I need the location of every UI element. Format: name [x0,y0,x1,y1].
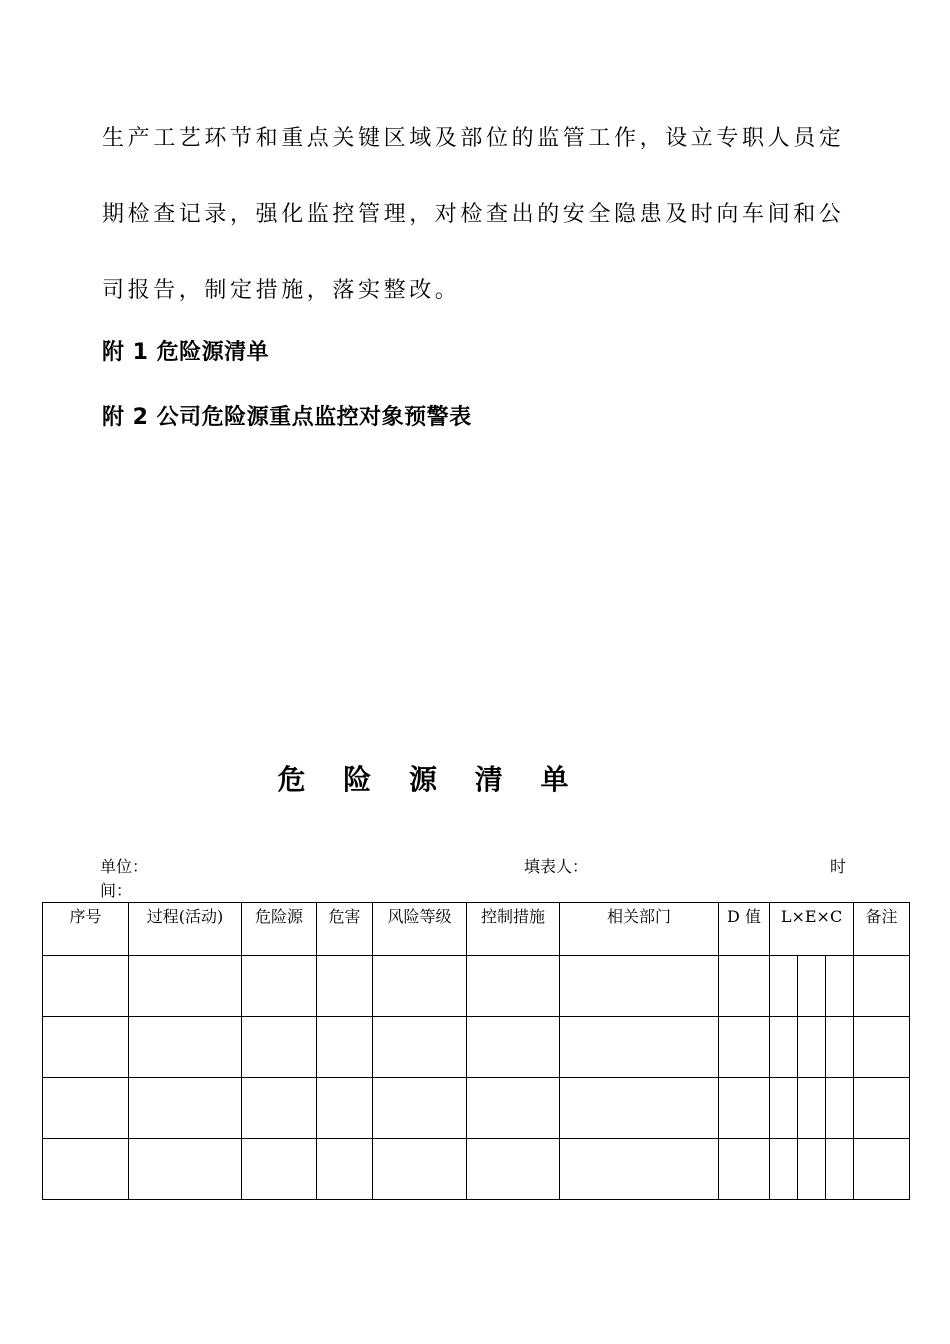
table-cell[interactable] [317,1078,373,1139]
body-text-line-1: 生产工艺环节和重点关键区域及部位的监管工作，设立专职人员定 [102,126,845,151]
table-row [43,1017,910,1078]
table-cell[interactable] [826,1078,854,1139]
table-cell[interactable] [317,1139,373,1200]
header-cell-department: 相关部门 [560,903,719,956]
table-cell[interactable] [719,1078,770,1139]
body-text-line-2: 期检查记录，强化监控管理，对检查出的安全隐患及时向车间和公 [102,202,845,227]
time-label-part2: 间： [100,881,133,900]
table-cell[interactable] [560,1017,719,1078]
table-cell[interactable] [770,1017,798,1078]
table-cell[interactable] [43,1139,129,1200]
table-row [43,956,910,1017]
table-cell[interactable] [129,956,242,1017]
table-cell[interactable] [317,1017,373,1078]
table-cell[interactable] [719,956,770,1017]
table-row [43,1139,910,1200]
table-cell[interactable] [719,1017,770,1078]
table-cell[interactable] [467,1017,560,1078]
table-cell[interactable] [242,956,317,1017]
table-cell[interactable] [854,956,910,1017]
table-cell[interactable] [373,1017,467,1078]
time-label-part1: 时 [830,857,847,876]
table-cell[interactable] [770,1139,798,1200]
header-cell-index: 序号 [43,903,129,956]
hazard-table [42,902,910,1200]
table-cell[interactable] [560,956,719,1017]
table-cell[interactable] [43,1078,129,1139]
table-cell[interactable] [43,1017,129,1078]
table-cell[interactable] [798,1078,826,1139]
table-cell[interactable] [467,1078,560,1139]
table-cell[interactable] [826,1139,854,1200]
appendix-2: 附 2 公司危险源重点监控对象预警表 [102,405,472,430]
header-cell-risk-level: 风险等级 [373,903,467,956]
header-cell-process: 过程(活动) [129,903,242,956]
table-cell[interactable] [373,1078,467,1139]
form-title: 危 险 源 清 单 [277,763,583,796]
header-cell-control-measures: 控制措施 [467,903,560,956]
table-cell[interactable] [43,956,129,1017]
filler-label: 填表人： [524,857,589,876]
table-cell[interactable] [826,956,854,1017]
table-row [43,1078,910,1139]
table-cell[interactable] [373,1139,467,1200]
table-cell[interactable] [242,1017,317,1078]
table-cell[interactable] [242,1139,317,1200]
table-cell[interactable] [467,1139,560,1200]
header-cell-hazard-source: 危险源 [242,903,317,956]
table-cell[interactable] [242,1078,317,1139]
table-cell[interactable] [560,1078,719,1139]
table-cell[interactable] [317,956,373,1017]
header-cell-lec: L×E×C [770,903,854,956]
table-cell[interactable] [770,1078,798,1139]
body-text-line-3: 司报告，制定措施，落实整改。 [102,278,461,303]
header-cell-remarks: 备注 [854,903,910,956]
table-cell[interactable] [770,956,798,1017]
table-cell[interactable] [129,1139,242,1200]
table-cell[interactable] [467,956,560,1017]
unit-label: 单位： [100,857,149,876]
table-cell[interactable] [719,1139,770,1200]
header-cell-d-value: D 值 [719,903,770,956]
table-cell[interactable] [798,1017,826,1078]
table-cell[interactable] [129,1017,242,1078]
table-cell[interactable] [129,1078,242,1139]
table-cell[interactable] [854,1139,910,1200]
table-cell[interactable] [560,1139,719,1200]
table-cell[interactable] [826,1017,854,1078]
table-cell[interactable] [854,1078,910,1139]
table-header-row [43,903,910,956]
table-cell[interactable] [373,956,467,1017]
header-cell-harm: 危害 [317,903,373,956]
table-cell[interactable] [798,1139,826,1200]
table-cell[interactable] [798,956,826,1017]
table-cell[interactable] [854,1017,910,1078]
appendix-1: 附 1 危险源清单 [102,340,270,365]
